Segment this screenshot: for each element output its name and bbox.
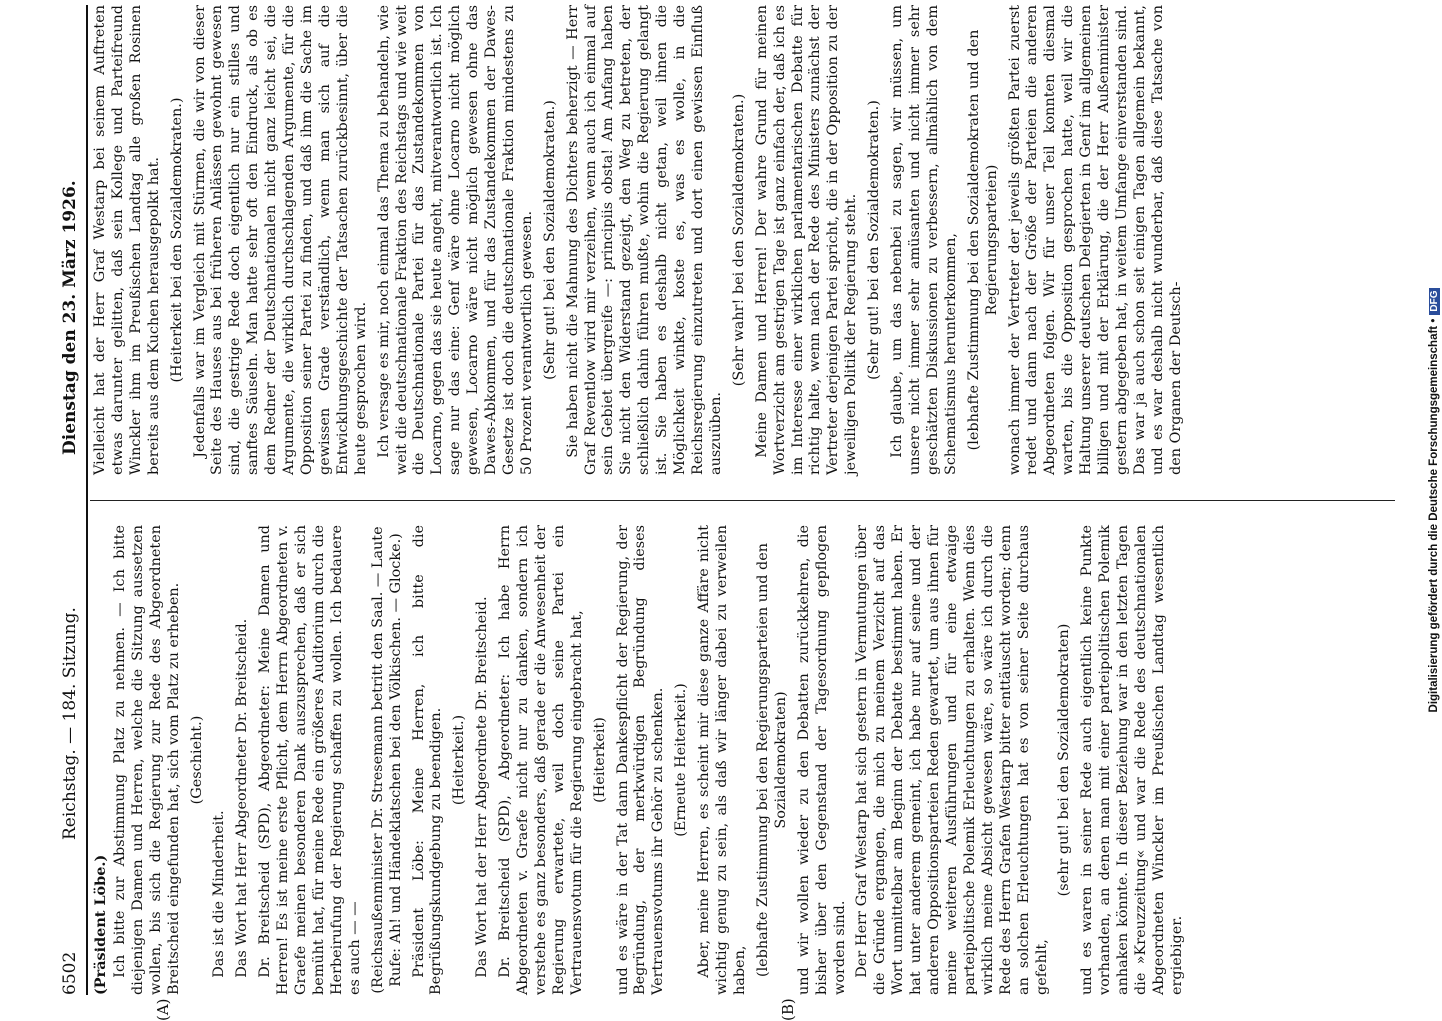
right-column bbox=[92, 5, 1392, 475]
remark: (Sehr wahr! bei den Sozialdemokraten.) bbox=[730, 93, 747, 387]
column-divider bbox=[90, 500, 1395, 501]
speaker-heading: (Präsident Löbe.) bbox=[92, 854, 109, 995]
paragraph: Das Wort hat der Herr Abgeordnete Dr. Breitscheid. bbox=[474, 596, 491, 978]
paragraph: Das Wort hat Herr Abgeordneter Dr. Breitscheid. bbox=[234, 618, 251, 978]
remark: (Sehr gut! bei den Sozialdemokraten.) bbox=[866, 100, 883, 380]
paragraph: Aber, meine Herren, es scheint mir diese ganze Affäre nicht wichtig genug zu sein, als daß wir länger dabei zu verweilen haben, bbox=[696, 525, 748, 995]
paragraph: Meine Damen und Herren! Der wahre Grund für meinen Wortverzicht am gestrigen Tage ist ganz einfach der, daß ich es im Interesse einer wirklichen parlamentarischen Debatte für richtig halte, wenn nach der Rede des Ministers zunächst der Vertreter derjenigen Partei spricht, die in der Opposition zu der jeweiligen Politik der Regierung steht. bbox=[753, 5, 860, 475]
remark: (lebhafte Zustimmung bei den Regierungsparteien und den Sozialdemokraten) bbox=[754, 542, 789, 978]
paragraph: Sie haben nicht die Mahnung des Dichters beherzigt — Herr Graf Reventlow wird mir verzeihen, wenn auch ich einmal auf sein Gebiet übergreife —: principiis obsta! Am Anfang haben Sie nicht den Widerstand gezeigt, den Weg zu betreten, der schließlich dahin führen mußte, wohin die Regierung gelangt ist. Sie haben es deshalb nicht getan, weil ihnen die Möglichkeit winkte, koste es, was es wolle, in die Reichsregierung einzutreten und dort einen gewissen Einfluß auszuüben. bbox=[564, 5, 724, 475]
session-title: Reichstag. — 184. Sitzung. bbox=[60, 607, 80, 840]
paragraph: Vielleicht hat der Herr Graf Westarp bei seinem Auftreten etwas darunter gelitten, daß sein Kollege und Parteifreund Winckler ihm im Preußischen Landtag alle großen Rosinen bereits aus dem Kuchen herausgepolkt hat. bbox=[92, 5, 162, 475]
remark: (Heiterkeit) bbox=[591, 717, 608, 803]
paragraph: Ich versage es mir, noch einmal das Thema zu behandeln, wie weit die deutschnationale Fraktion des Reichstags und wie weit die Deutschnationale Partei für das Zustandekommen von Locarno, gegen das sie heute angeht, mitverantwortlich ist. Ich sage nur das eine: Genf wäre ohne Locarno nicht möglich gewesen, Locarno wäre nicht möglich gewesen ohne das Dawes-Abkommen, und für das Zustandekommen der Dawes-Gesetze ist doch die deutschnationale Fraktion mindestens zu 50 Prozent verantwortlich gewesen. bbox=[375, 5, 535, 475]
paragraph: Jedenfalls war im Vergleich mit Stürmen, die wir von dieser Seite des Hauses aus bei früheren Anlässen gewohnt gewesen sind, die gestrige Rede doch eigentlich nur ein stilles und sanftes Säuseln. Man hatte sehr oft den Eindruck, als ob es dem Redner der Deutschnationalen nicht ganz leicht sei, die Argumente, die wirklich durchschlagenden Argumente, für die Opposition seiner Partei zu finden, und daß ihm die Sache im gewissen Grade verständlich, wenn man sich auf die Entwicklungsgeschichte der Tatsachen zurückbesinnt, über die heute gesprochen wird. bbox=[191, 5, 369, 475]
paragraph: und es waren in seiner Rede auch eigentlich keine Punkte vorhanden, an denen man mit einer parteipolitischen Polemik anhaken könnte. In dieser Beziehung war in den letzten Tagen die »Kreuzzeitung« und war die Rede des deutschnationalen Abgeordneten Winckler im Preußischen Landtag wesentlich ergiebiger. bbox=[1079, 525, 1185, 995]
remark: (sehr gut! bei den Sozialdemokraten) bbox=[1056, 623, 1073, 897]
session-date: Dienstag den 23. März 1926. bbox=[60, 180, 80, 455]
paragraph: Das ist die Minderheit. bbox=[211, 810, 228, 978]
remark: (lebhafte Zustimmung bei den Sozialdemokraten und den Regierungsparteien) bbox=[965, 29, 1000, 451]
dfg-logo: DFG bbox=[1429, 288, 1440, 315]
paragraph: Ich bitte zur Abstimmung Platz zu nehmen. — Ich bitte diejenigen Damen und Herren, welche die Sitzung aussetzen wollen, bis sich die Regierung zur Rede des Abgeordneten Breitscheid eingefunden hat, sich vom Platz zu erheben. bbox=[111, 525, 182, 995]
page-header bbox=[60, 5, 88, 995]
paragraph: wonach immer der Vertreter der jeweils größten Partei zuerst redet und dann nach der Größe der Parteien die anderen Abgeordneten folgen. Wir für unser Teil konnten diesmal warten, bis die Opposition gesprochen hatte, weil wir die Haltung unserer deutschen Delegierten in Genf im allgemeinen billigen und mit der Erklärung, die der Herr Außenminister gestern abgegeben hat, in weitem Umfange einverstanden sind. Das war ja auch schon seit einigen Tagen allgemein bekannt, und es war deshalb nicht wunderbar, daß diese Tatsache von den Organen der Deutsch- bbox=[1006, 5, 1184, 475]
paragraph: und wir wollen wieder zu den Debatten zurückkehren, die bisher über den Gegenstand der Tagesordnung gepflogen worden sind. bbox=[795, 525, 848, 995]
credit-text: Digitalisierung gefördert durch die Deutsche Forschungsgemeinschaft • bbox=[1428, 318, 1440, 713]
paragraph: Ich glaube, um das nebenbei zu sagen, wir müssen, um unsere nicht immer sehr amüsanten und nicht immer sehr geschätzten Diskussionen zu verbessern, allmählich von dem Schematismus herunterkommen, bbox=[889, 5, 959, 475]
remark: (Reichsaußenminister Dr. Stresemann betritt den Saal. — Laute Rufe: Ah! und Händeklatschen bei den Völkischen. — Glocke.) bbox=[369, 526, 404, 994]
digitization-credit bbox=[1412, 6, 1440, 994]
page-number: 6502 bbox=[60, 951, 80, 995]
remark: (Geschieht.) bbox=[188, 715, 205, 805]
margin-letter-b: (B) bbox=[779, 998, 797, 1021]
paragraph: und es wäre in der Tat dann Dankespflicht der Regierung, der Begründung, der merkwürdigen Begründung dieses Vertrauensvotums ihr Gehör zu schenken. bbox=[614, 525, 667, 995]
remark: (Heiterkeit.) bbox=[451, 714, 468, 806]
paragraph: Präsident Löbe: Meine Herren, ich bitte die Begrüßungskundgebung zu beendigen. bbox=[410, 525, 445, 995]
rotated-page-content bbox=[60, 5, 1400, 1021]
remark: (Sehr gut! bei den Sozialdemokraten.) bbox=[541, 100, 558, 380]
left-column bbox=[92, 525, 1392, 995]
paragraph: Dr. Breitscheid (SPD), Abgeordneter: Ich habe Herrn Abgeordneten v. Graefe nicht nur zu danken, sondern ich verstehe es ganz besonders, daß gerade er die Anwesenheit der Regierung erwartete, weil doch seine Partei ein Vertrauensvotum für die Regierung eingebracht hat, bbox=[497, 525, 585, 995]
remark: (Erneute Heiterkeit.) bbox=[673, 683, 690, 837]
margin-letter-a: (A) bbox=[154, 998, 172, 1021]
remark: (Heiterkeit bei den Sozialdemokraten.) bbox=[168, 97, 185, 383]
paragraph: Dr. Breitscheid (SPD), Abgeordneter: Meine Damen und Herren! Es ist meine erste Pflicht, dem Herrn Abgeordneten v. Graefe meinen besonderen Dank auszusprechen, daß er sich bemüht hat, für meine Rede ein größeres Auditorium durch die Herbeirufung der Regierung schaffen zu wollen. Ich bedauere es auch — — bbox=[257, 525, 363, 995]
paragraph: Der Herr Graf Westarp hat sich gestern in Vermutungen über die Gründe ergangen, die mich zu meinem Verzicht auf das Wort unmittelbar am Beginn der Debatte bestimmt haben. Er hat unter anderem gemeint, ich habe nur auf seine und der anderen Oppositionsparteien Reden gewartet, um aus ihnen für meine weiteren Ausführungen und für eine etwaige parteipolitische Polemik Erleuchtungen zu erhalten. Wenn dies wirklich meine Absicht gewesen wäre, so wäre ich durch die Rede des Herrn Grafen Westarp bitter enttäuscht worden; denn an solchen Erleuchtungen hat es von seiner Seite durchaus gefehlt, bbox=[854, 525, 1050, 995]
